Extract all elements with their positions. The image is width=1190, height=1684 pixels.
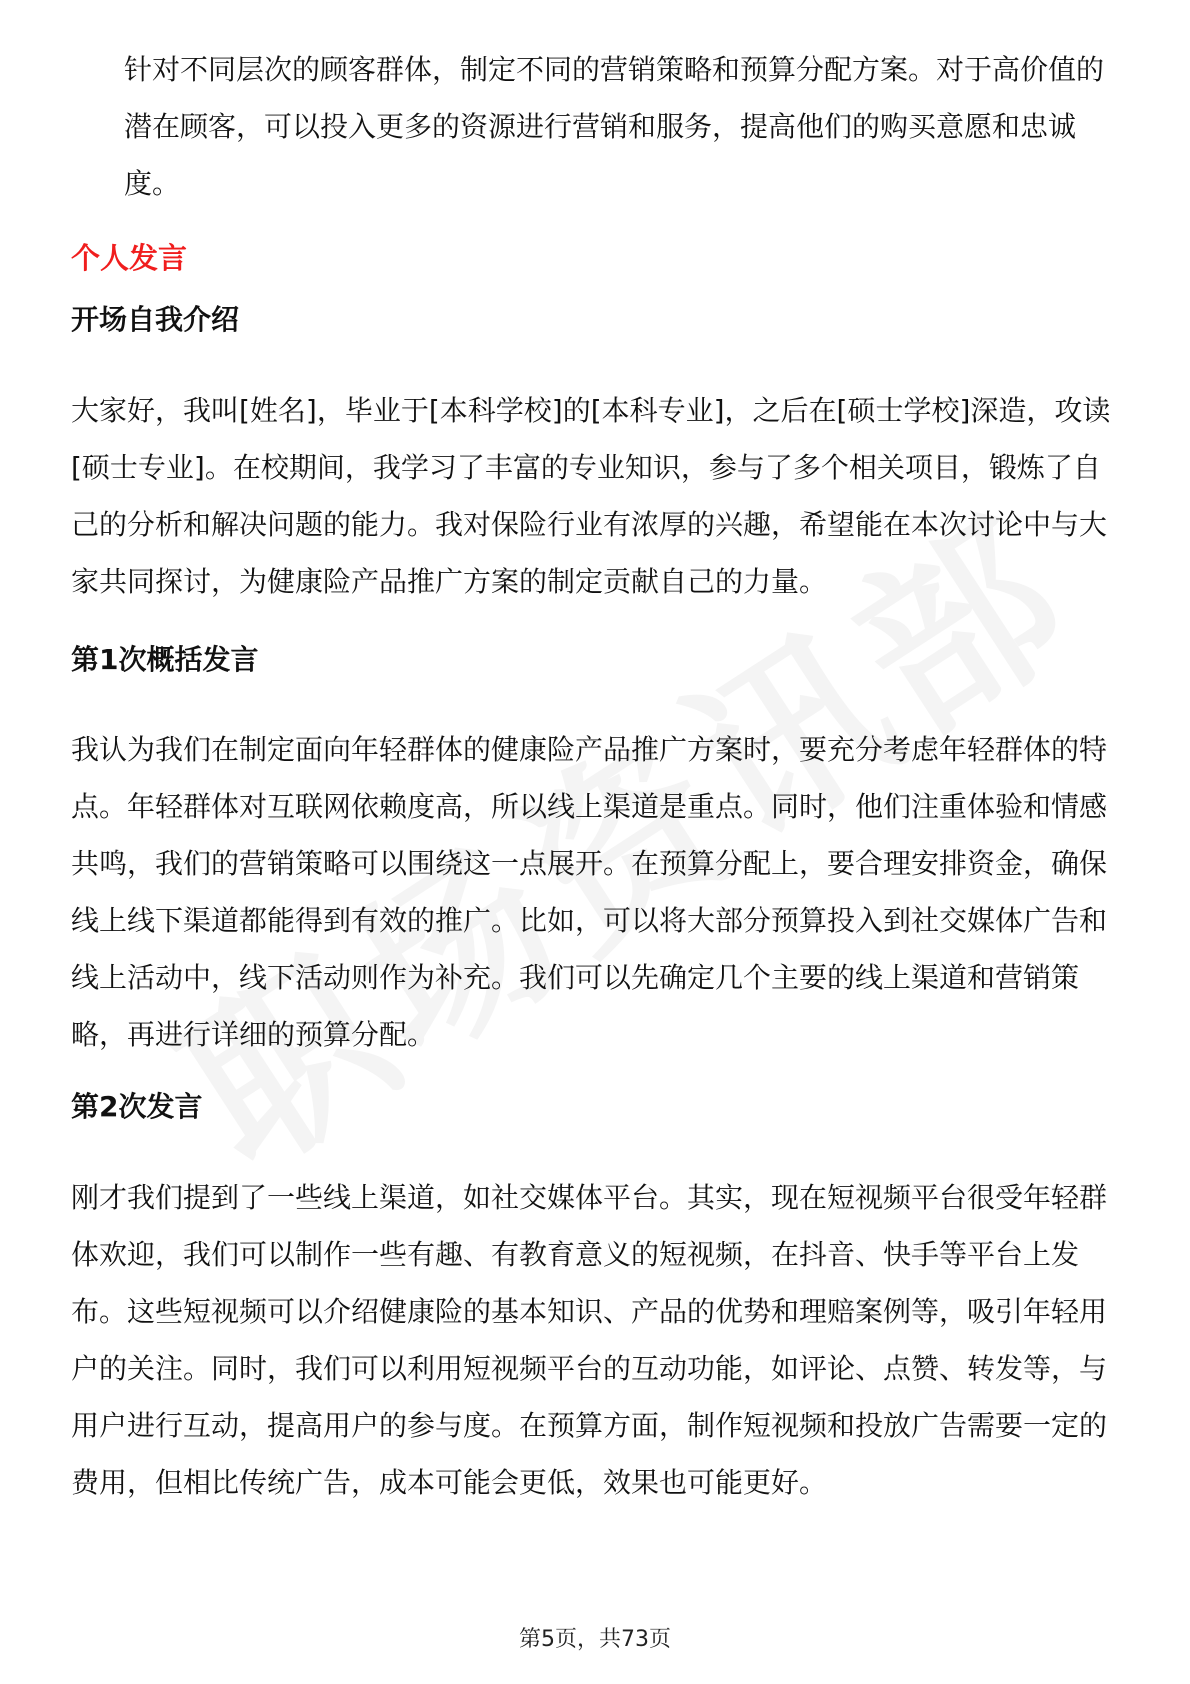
intro-paragraph: 针对不同层次的顾客群体，制定不同的营销策略和预算分配方案。对于高价值的潜在顾客，可以投入更多的资源进行营销和服务，提高他们的购买意愿和忠诚度。 xyxy=(124,53,1105,200)
self-intro-heading: 开场自我介绍 xyxy=(71,303,240,336)
speech-2-heading: 第2次发言 xyxy=(71,1090,203,1123)
speech-1-paragraph: 我认为我们在制定面向年轻群体的健康险产品推广方案时，要充分考虑年轻群体的特点。年轻群体对互联网依赖度高，所以线上渠道是重点。同时，他们注重体验和情感共鸣，我们的营销策略可以围绕这一点展开。在预算分配上，要合理安排资金，确保线上线下渠道都能得到有效的推广。比如，可以将大部分预算投入到社交媒体广告和线上活动中，线下活动则作为补充。我们可以先确定几个主要的线上渠道和营销策略，再进行详细的预算分配。 xyxy=(71,733,1108,1051)
speech-1-heading: 第1次概括发言 xyxy=(71,643,259,676)
section-title: 个人发言 xyxy=(71,241,188,275)
page-number: 第5页，共73页 xyxy=(519,1627,671,1652)
self-intro-paragraph: 大家好，我叫[姓名]，毕业于[本科学校]的[本科专业]，之后在[硕士学校]深造，攻读[硕士专业]。在校期间，我学习了丰富的专业知识，参与了多个相关项目，锻炼了自己的分析和解决问题的能力。我对保险行业有浓厚的兴趣，希望能在本次讨论中与大家共同探讨，为健康险产品推广方案的制定贡献自己的力量。 xyxy=(71,394,1111,598)
speech-2-paragraph: 刚才我们提到了一些线上渠道，如社交媒体平台。其实，现在短视频平台很受年轻群体欢迎，我们可以制作一些有趣、有教育意义的短视频，在抖音、快手等平台上发布。这些短视频可以介绍健康险的基本知识、产品的优势和理赔案例等，吸引年轻用户的关注。同时，我们可以利用短视频平台的互动功能，如评论、点赞、转发等，与用户进行互动，提高用户的参与度。在预算方面，制作短视频和投放广告需要一定的费用，但相比传统广告，成本可能会更低，效果也可能更好。 xyxy=(71,1181,1108,1499)
